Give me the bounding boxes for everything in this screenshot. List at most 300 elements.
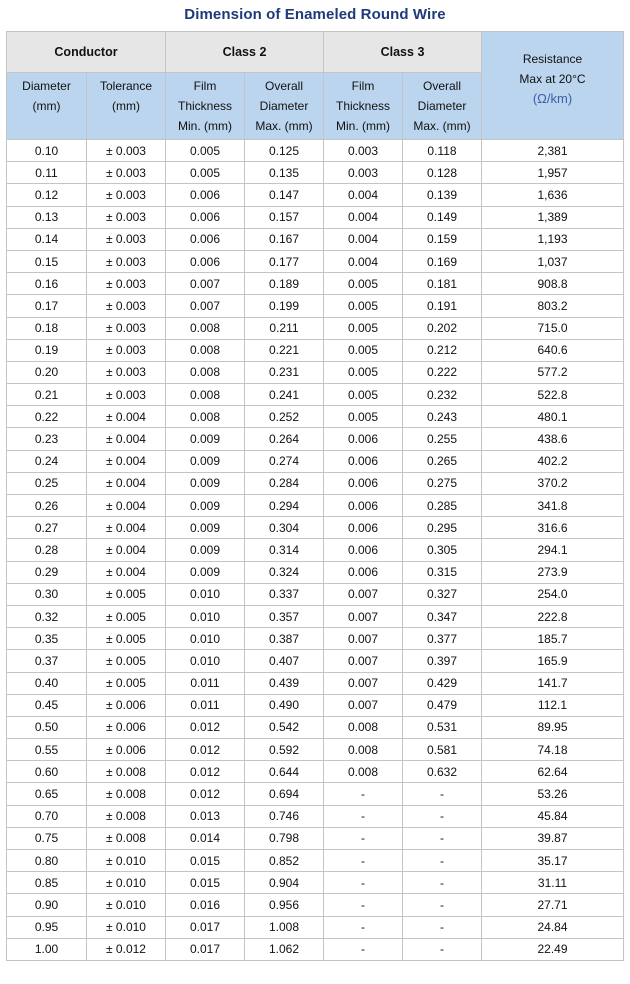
cell-overall-class2: 0.852: [245, 850, 324, 872]
cell-film-class2: 0.010: [166, 628, 245, 650]
cell-overall-class2: 0.252: [245, 406, 324, 428]
cell-resistance: 89.95: [482, 716, 624, 738]
table-row: [7, 783, 624, 805]
cell-film-class2: 0.006: [166, 206, 245, 228]
cell-overall-class2: 0.387: [245, 628, 324, 650]
table-row: [7, 162, 624, 184]
cell-film-class2: 0.008: [166, 384, 245, 406]
cell-tolerance: ± 0.006: [87, 739, 166, 761]
cell-resistance: 62.64: [482, 761, 624, 783]
cell-tolerance: ± 0.005: [87, 650, 166, 672]
cell-resistance: 165.9: [482, 650, 624, 672]
header-resistance-line2: Max at 20°C: [519, 72, 586, 86]
cell-overall-class3: -: [403, 827, 482, 849]
header-diameter-line1: Diameter: [22, 79, 71, 93]
cell-resistance: 45.84: [482, 805, 624, 827]
cell-overall-class3: 0.275: [403, 472, 482, 494]
cell-overall-class2: 0.357: [245, 605, 324, 627]
cell-tolerance: ± 0.004: [87, 472, 166, 494]
table-row: [7, 295, 624, 317]
cell-overall-class3: 0.222: [403, 361, 482, 383]
table-row: [7, 339, 624, 361]
cell-overall-class3: 0.265: [403, 450, 482, 472]
cell-film-class2: 0.011: [166, 694, 245, 716]
cell-diameter: 0.90: [7, 894, 87, 916]
cell-tolerance: ± 0.003: [87, 228, 166, 250]
cell-diameter: 0.65: [7, 783, 87, 805]
cell-film-class3: -: [324, 894, 403, 916]
cell-diameter: 0.17: [7, 295, 87, 317]
cell-resistance: 254.0: [482, 583, 624, 605]
cell-overall-class2: 0.746: [245, 805, 324, 827]
cell-tolerance: ± 0.005: [87, 672, 166, 694]
cell-overall-class2: 0.904: [245, 872, 324, 894]
cell-overall-class2: 0.147: [245, 184, 324, 206]
cell-film-class3: 0.006: [324, 472, 403, 494]
cell-tolerance: ± 0.004: [87, 561, 166, 583]
cell-film-class3: 0.006: [324, 561, 403, 583]
table-row: [7, 317, 624, 339]
table-row: [7, 650, 624, 672]
cell-diameter: 0.20: [7, 361, 87, 383]
cell-diameter: 0.40: [7, 672, 87, 694]
table-row: [7, 916, 624, 938]
cell-tolerance: ± 0.003: [87, 184, 166, 206]
cell-tolerance: ± 0.004: [87, 428, 166, 450]
cell-overall-class2: 0.211: [245, 317, 324, 339]
cell-film-class3: 0.006: [324, 428, 403, 450]
cell-overall-class2: 0.274: [245, 450, 324, 472]
cell-film-class2: 0.009: [166, 517, 245, 539]
cell-resistance: 341.8: [482, 495, 624, 517]
cell-overall-class2: 0.189: [245, 273, 324, 295]
cell-overall-class2: 1.062: [245, 938, 324, 960]
cell-tolerance: ± 0.010: [87, 850, 166, 872]
cell-film-class3: 0.008: [324, 716, 403, 738]
cell-overall-class2: 0.294: [245, 495, 324, 517]
cell-overall-class2: 0.644: [245, 761, 324, 783]
cell-film-class2: 0.006: [166, 228, 245, 250]
cell-resistance: 112.1: [482, 694, 624, 716]
table-row: [7, 561, 624, 583]
cell-overall-class3: -: [403, 916, 482, 938]
cell-tolerance: ± 0.008: [87, 783, 166, 805]
table-row: [7, 140, 624, 162]
cell-diameter: 0.21: [7, 384, 87, 406]
cell-film-class2: 0.008: [166, 317, 245, 339]
cell-film-class3: 0.007: [324, 605, 403, 627]
cell-resistance: 273.9: [482, 561, 624, 583]
cell-overall-class2: 0.798: [245, 827, 324, 849]
cell-overall-class3: 0.232: [403, 384, 482, 406]
cell-diameter: 0.30: [7, 583, 87, 605]
table-row: [7, 250, 624, 272]
header-film-thickness-class3: [324, 73, 403, 140]
header-film3-line1: Film: [351, 79, 375, 93]
cell-overall-class3: -: [403, 938, 482, 960]
cell-resistance: 1,193: [482, 228, 624, 250]
cell-resistance: 715.0: [482, 317, 624, 339]
cell-resistance: 577.2: [482, 361, 624, 383]
cell-diameter: 0.75: [7, 827, 87, 849]
cell-tolerance: ± 0.004: [87, 406, 166, 428]
cell-film-class2: 0.014: [166, 827, 245, 849]
cell-overall-class3: -: [403, 805, 482, 827]
cell-diameter: 0.25: [7, 472, 87, 494]
cell-film-class2: 0.017: [166, 938, 245, 960]
cell-overall-class3: 0.305: [403, 539, 482, 561]
cell-film-class3: -: [324, 938, 403, 960]
cell-tolerance: ± 0.010: [87, 894, 166, 916]
cell-film-class3: 0.003: [324, 162, 403, 184]
cell-film-class2: 0.008: [166, 361, 245, 383]
cell-overall-class2: 0.304: [245, 517, 324, 539]
cell-tolerance: ± 0.008: [87, 761, 166, 783]
cell-film-class3: 0.005: [324, 384, 403, 406]
cell-diameter: 0.26: [7, 495, 87, 517]
cell-tolerance: ± 0.003: [87, 361, 166, 383]
cell-overall-class2: 0.199: [245, 295, 324, 317]
cell-diameter: 0.95: [7, 916, 87, 938]
cell-diameter: 0.85: [7, 872, 87, 894]
cell-tolerance: ± 0.004: [87, 495, 166, 517]
table-row: [7, 228, 624, 250]
cell-tolerance: ± 0.010: [87, 916, 166, 938]
cell-film-class2: 0.005: [166, 162, 245, 184]
cell-resistance: 22.49: [482, 938, 624, 960]
cell-diameter: 0.27: [7, 517, 87, 539]
cell-film-class2: 0.005: [166, 140, 245, 162]
cell-resistance: 1,037: [482, 250, 624, 272]
table-row: [7, 827, 624, 849]
cell-film-class3: -: [324, 850, 403, 872]
table-row: [7, 495, 624, 517]
cell-overall-class2: 0.314: [245, 539, 324, 561]
cell-overall-class3: 0.347: [403, 605, 482, 627]
cell-film-class2: 0.009: [166, 561, 245, 583]
table-row: [7, 273, 624, 295]
cell-overall-class3: 0.243: [403, 406, 482, 428]
cell-film-class2: 0.012: [166, 739, 245, 761]
header-tolerance-line1: Tolerance: [99, 79, 153, 93]
table-row: [7, 428, 624, 450]
cell-overall-class3: 0.202: [403, 317, 482, 339]
cell-film-class3: 0.006: [324, 539, 403, 561]
cell-tolerance: ± 0.006: [87, 694, 166, 716]
cell-resistance: 222.8: [482, 605, 624, 627]
page-title: Dimension of Enameled Round Wire: [184, 6, 446, 23]
cell-film-class3: 0.004: [324, 206, 403, 228]
cell-resistance: 24.84: [482, 916, 624, 938]
cell-film-class3: -: [324, 916, 403, 938]
cell-film-class2: 0.006: [166, 184, 245, 206]
cell-diameter: 0.45: [7, 694, 87, 716]
cell-diameter: 0.24: [7, 450, 87, 472]
cell-overall-class3: 0.479: [403, 694, 482, 716]
header-overall3-line1: Overall: [422, 79, 461, 93]
cell-film-class2: 0.009: [166, 472, 245, 494]
cell-film-class2: 0.016: [166, 894, 245, 916]
cell-tolerance: ± 0.005: [87, 605, 166, 627]
cell-resistance: 74.18: [482, 739, 624, 761]
cell-film-class2: 0.012: [166, 783, 245, 805]
cell-diameter: 0.16: [7, 273, 87, 295]
table-row: [7, 894, 624, 916]
cell-film-class3: -: [324, 783, 403, 805]
cell-film-class2: 0.009: [166, 539, 245, 561]
cell-overall-class3: 0.191: [403, 295, 482, 317]
cell-tolerance: ± 0.003: [87, 273, 166, 295]
cell-diameter: 0.14: [7, 228, 87, 250]
table-row: [7, 761, 624, 783]
cell-overall-class2: 0.264: [245, 428, 324, 450]
cell-film-class2: 0.006: [166, 250, 245, 272]
cell-diameter: 0.19: [7, 339, 87, 361]
table-row: [7, 517, 624, 539]
table-row: [7, 406, 624, 428]
table-row: [7, 739, 624, 761]
cell-film-class3: -: [324, 827, 403, 849]
header-overall-diameter-class2: [245, 73, 324, 140]
cell-resistance: 640.6: [482, 339, 624, 361]
cell-overall-class3: 0.139: [403, 184, 482, 206]
cell-overall-class3: 0.181: [403, 273, 482, 295]
cell-film-class3: 0.004: [324, 228, 403, 250]
cell-resistance: 39.87: [482, 827, 624, 849]
header-overall2-line3: Max. (mm): [255, 119, 313, 133]
cell-overall-class2: 0.157: [245, 206, 324, 228]
table-body: [7, 140, 624, 961]
wire-dimension-table: [6, 31, 624, 961]
table-row: [7, 938, 624, 960]
cell-overall-class3: 0.128: [403, 162, 482, 184]
table-row: [7, 384, 624, 406]
header-film3-line2: Thickness: [335, 99, 391, 113]
cell-overall-class2: 0.125: [245, 140, 324, 162]
cell-resistance: 438.6: [482, 428, 624, 450]
cell-overall-class2: 0.221: [245, 339, 324, 361]
cell-diameter: 0.80: [7, 850, 87, 872]
cell-film-class3: 0.003: [324, 140, 403, 162]
table-row: [7, 628, 624, 650]
cell-film-class3: 0.007: [324, 583, 403, 605]
cell-overall-class2: 0.324: [245, 561, 324, 583]
cell-overall-class3: 0.285: [403, 495, 482, 517]
table-row: [7, 472, 624, 494]
cell-diameter: 0.55: [7, 739, 87, 761]
cell-overall-class3: 0.531: [403, 716, 482, 738]
cell-resistance: 27.71: [482, 894, 624, 916]
header-overall2-line1: Overall: [264, 79, 303, 93]
cell-film-class2: 0.010: [166, 583, 245, 605]
cell-diameter: 0.28: [7, 539, 87, 561]
cell-tolerance: ± 0.003: [87, 384, 166, 406]
table-row: [7, 450, 624, 472]
cell-film-class3: 0.004: [324, 184, 403, 206]
cell-resistance: 35.17: [482, 850, 624, 872]
cell-film-class3: 0.005: [324, 273, 403, 295]
header-tolerance-line2: (mm): [112, 99, 140, 113]
header-film3-line3: Min. (mm): [336, 119, 390, 133]
cell-diameter: 0.18: [7, 317, 87, 339]
cell-film-class3: 0.005: [324, 295, 403, 317]
cell-tolerance: ± 0.003: [87, 162, 166, 184]
cell-diameter: 0.15: [7, 250, 87, 272]
cell-film-class2: 0.010: [166, 650, 245, 672]
cell-film-class2: 0.017: [166, 916, 245, 938]
cell-tolerance: ± 0.004: [87, 539, 166, 561]
table-row: [7, 850, 624, 872]
cell-overall-class2: 0.542: [245, 716, 324, 738]
cell-tolerance: ± 0.003: [87, 295, 166, 317]
cell-film-class3: 0.007: [324, 628, 403, 650]
table-row: [7, 583, 624, 605]
cell-diameter: 0.35: [7, 628, 87, 650]
cell-film-class2: 0.008: [166, 339, 245, 361]
cell-resistance: 185.7: [482, 628, 624, 650]
header-tolerance: [87, 73, 166, 140]
cell-film-class2: 0.012: [166, 761, 245, 783]
cell-resistance: 2,381: [482, 140, 624, 162]
cell-resistance: 1,957: [482, 162, 624, 184]
cell-film-class3: -: [324, 872, 403, 894]
cell-film-class3: 0.006: [324, 495, 403, 517]
cell-resistance: 294.1: [482, 539, 624, 561]
cell-overall-class3: 0.429: [403, 672, 482, 694]
cell-film-class2: 0.015: [166, 850, 245, 872]
cell-tolerance: ± 0.008: [87, 805, 166, 827]
cell-diameter: 0.23: [7, 428, 87, 450]
cell-film-class2: 0.009: [166, 428, 245, 450]
cell-resistance: 803.2: [482, 295, 624, 317]
header-overall2-line2: Diameter: [259, 99, 309, 113]
cell-overall-class2: 0.407: [245, 650, 324, 672]
table-row: [7, 716, 624, 738]
cell-overall-class3: 0.149: [403, 206, 482, 228]
cell-film-class3: 0.007: [324, 672, 403, 694]
cell-film-class3: 0.006: [324, 450, 403, 472]
cell-diameter: 0.22: [7, 406, 87, 428]
cell-film-class2: 0.007: [166, 273, 245, 295]
cell-diameter: 0.13: [7, 206, 87, 228]
cell-tolerance: ± 0.008: [87, 827, 166, 849]
cell-overall-class2: 0.490: [245, 694, 324, 716]
cell-overall-class3: -: [403, 872, 482, 894]
cell-overall-class3: -: [403, 894, 482, 916]
cell-film-class2: 0.010: [166, 605, 245, 627]
table-row: [7, 184, 624, 206]
cell-overall-class3: 0.212: [403, 339, 482, 361]
cell-overall-class3: 0.169: [403, 250, 482, 272]
table-row: [7, 206, 624, 228]
cell-overall-class2: 0.284: [245, 472, 324, 494]
header-overall3-line2: Diameter: [417, 99, 467, 113]
cell-diameter: 0.29: [7, 561, 87, 583]
table-row: [7, 672, 624, 694]
cell-tolerance: ± 0.010: [87, 872, 166, 894]
cell-tolerance: ± 0.003: [87, 339, 166, 361]
cell-diameter: 0.70: [7, 805, 87, 827]
header-resistance: [482, 32, 624, 140]
table-row: [7, 694, 624, 716]
cell-film-class2: 0.009: [166, 495, 245, 517]
cell-film-class2: 0.008: [166, 406, 245, 428]
cell-resistance: 1,389: [482, 206, 624, 228]
cell-film-class2: 0.009: [166, 450, 245, 472]
header-overall3-line3: Max. (mm): [413, 119, 471, 133]
cell-overall-class3: 0.295: [403, 517, 482, 539]
cell-overall-class2: 0.135: [245, 162, 324, 184]
cell-diameter: 0.12: [7, 184, 87, 206]
cell-overall-class2: 0.177: [245, 250, 324, 272]
cell-overall-class3: -: [403, 783, 482, 805]
cell-tolerance: ± 0.003: [87, 140, 166, 162]
cell-overall-class2: 0.337: [245, 583, 324, 605]
header-resistance-line1: Resistance: [522, 52, 583, 66]
cell-overall-class2: 0.592: [245, 739, 324, 761]
header-conductor: Conductor: [7, 32, 166, 73]
table-row: [7, 361, 624, 383]
cell-film-class2: 0.012: [166, 716, 245, 738]
cell-film-class2: 0.013: [166, 805, 245, 827]
header-film-thickness-class2: [166, 73, 245, 140]
cell-resistance: 370.2: [482, 472, 624, 494]
table-row: [7, 805, 624, 827]
header-resistance-unit: (Ω/km): [532, 91, 573, 106]
cell-resistance: 522.8: [482, 384, 624, 406]
cell-resistance: 31.11: [482, 872, 624, 894]
table-row: [7, 605, 624, 627]
cell-overall-class3: 0.377: [403, 628, 482, 650]
cell-resistance: 908.8: [482, 273, 624, 295]
cell-diameter: 0.37: [7, 650, 87, 672]
cell-overall-class3: 0.397: [403, 650, 482, 672]
cell-overall-class2: 0.241: [245, 384, 324, 406]
cell-film-class2: 0.015: [166, 872, 245, 894]
cell-film-class3: 0.005: [324, 361, 403, 383]
header-class-3: Class 3: [324, 32, 482, 73]
cell-resistance: 1,636: [482, 184, 624, 206]
cell-film-class3: 0.005: [324, 317, 403, 339]
cell-overall-class2: 0.694: [245, 783, 324, 805]
cell-film-class3: 0.007: [324, 694, 403, 716]
cell-film-class3: 0.008: [324, 761, 403, 783]
cell-tolerance: ± 0.006: [87, 716, 166, 738]
cell-film-class3: 0.008: [324, 739, 403, 761]
cell-overall-class3: 0.159: [403, 228, 482, 250]
cell-overall-class3: 0.581: [403, 739, 482, 761]
header-film2-line3: Min. (mm): [178, 119, 232, 133]
header-overall-diameter-class3: [403, 73, 482, 140]
cell-overall-class2: 0.956: [245, 894, 324, 916]
cell-overall-class3: 0.255: [403, 428, 482, 450]
cell-resistance: 316.6: [482, 517, 624, 539]
cell-film-class3: 0.007: [324, 650, 403, 672]
cell-tolerance: ± 0.003: [87, 206, 166, 228]
cell-tolerance: ± 0.012: [87, 938, 166, 960]
cell-film-class3: -: [324, 805, 403, 827]
cell-overall-class2: 0.439: [245, 672, 324, 694]
header-diameter-line2: (mm): [32, 99, 61, 113]
cell-resistance: 480.1: [482, 406, 624, 428]
cell-tolerance: ± 0.005: [87, 628, 166, 650]
cell-tolerance: ± 0.004: [87, 450, 166, 472]
header-class-2: Class 2: [166, 32, 324, 73]
cell-resistance: 141.7: [482, 672, 624, 694]
cell-diameter: 1.00: [7, 938, 87, 960]
cell-overall-class2: 0.231: [245, 361, 324, 383]
cell-diameter: 0.32: [7, 605, 87, 627]
